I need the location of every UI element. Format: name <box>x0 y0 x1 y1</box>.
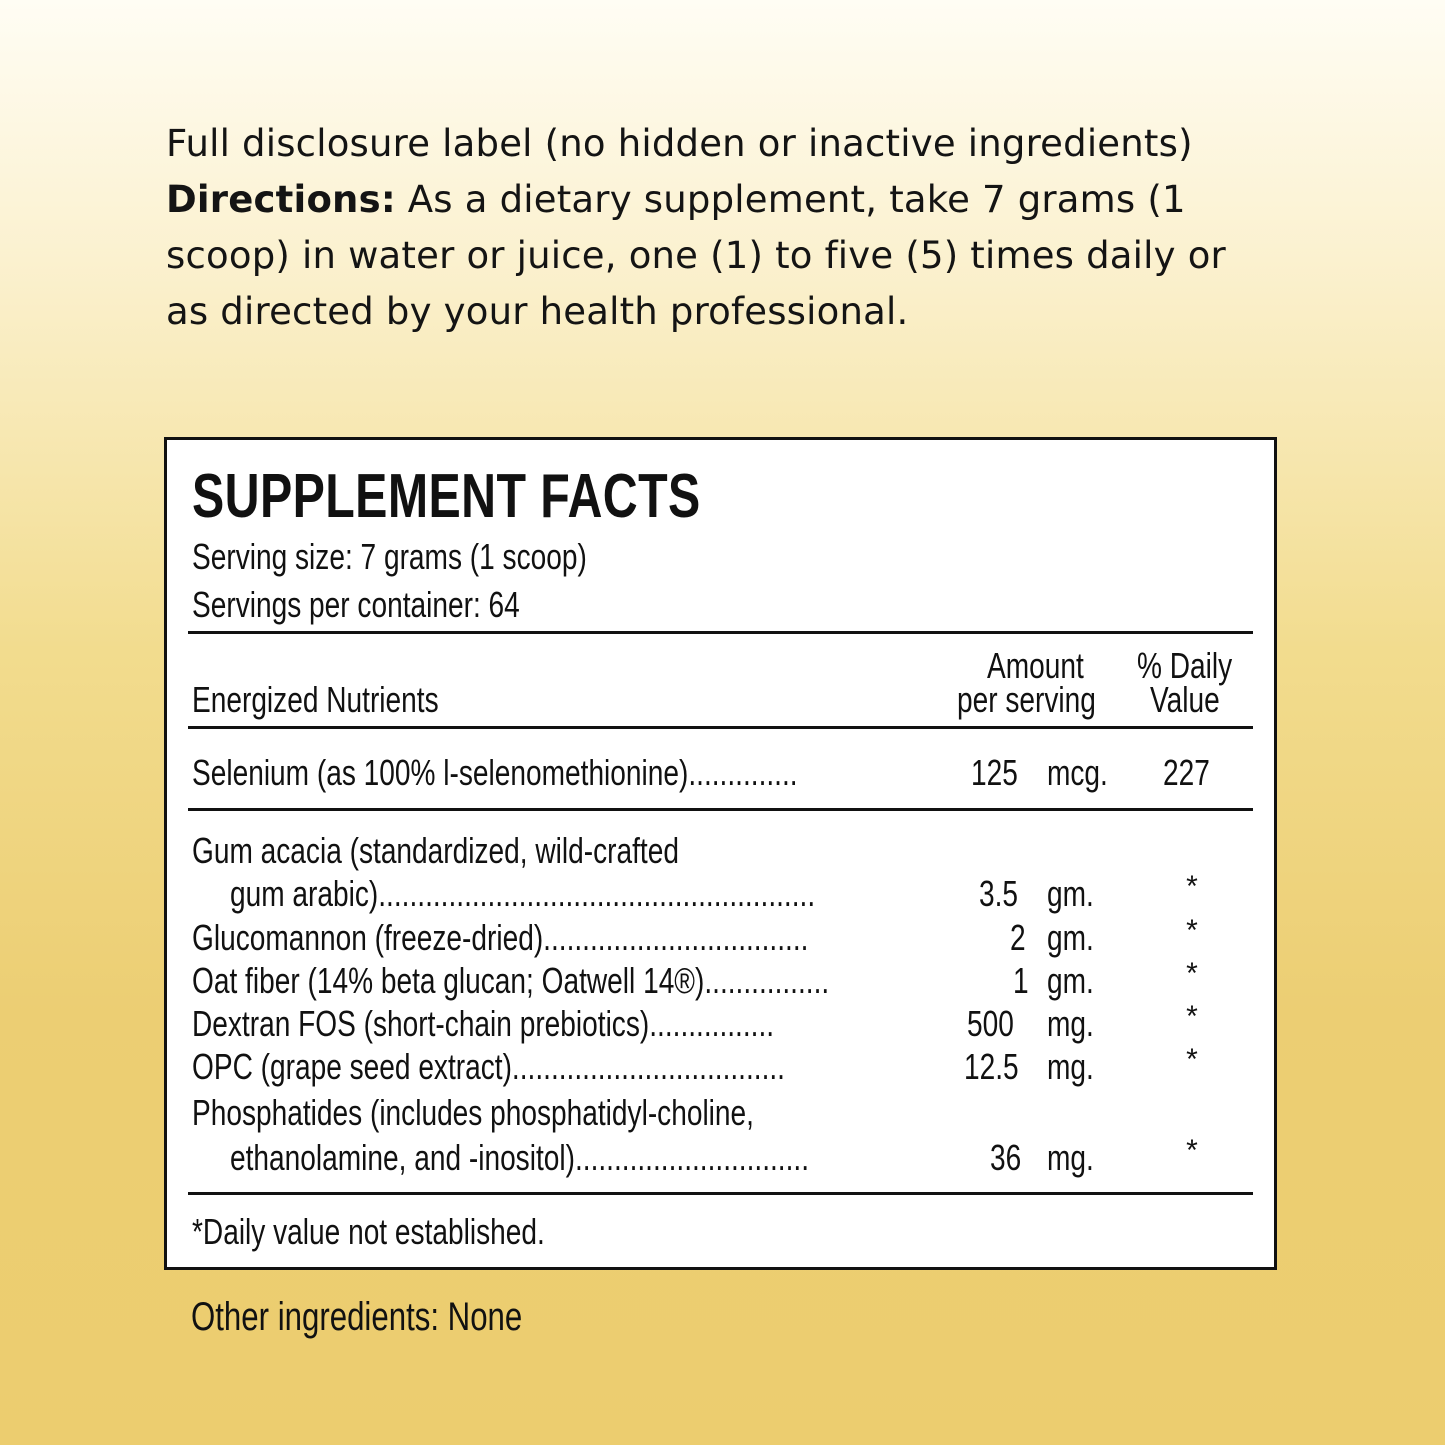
facts-title: SUPPLEMENT FACTS <box>192 462 701 531</box>
divider <box>188 631 1253 634</box>
selenium-amount: 125 <box>970 752 1018 793</box>
ingredient-amount: 12.5 <box>964 1046 1019 1087</box>
selenium-name: Selenium (as 100% l-selenomethionine).............. <box>192 752 798 793</box>
other-ingredients: Other ingredients: None <box>191 1295 523 1339</box>
divider <box>188 726 1253 729</box>
ingredient-name: Gum acacia (standardized, wild-crafted <box>192 830 679 871</box>
servings-per-container: Servings per container: 64 <box>192 584 520 625</box>
ingredient-amount: 1 <box>1013 960 1029 1001</box>
ingredient-unit: mg. <box>1047 1046 1094 1087</box>
ingredient-name-cont: ethanolamine, and -inositol).............................. <box>230 1137 810 1178</box>
ingredient-name: Phosphatides (includes phosphatidyl-choline, <box>192 1092 754 1133</box>
supplement-facts-panel <box>164 437 1277 1270</box>
serving-size: Serving size: 7 grams (1 scoop) <box>192 536 587 577</box>
ingredient-unit: gm. <box>1047 960 1094 1001</box>
ingredient-amount: 3.5 <box>979 873 1019 914</box>
directions-label: Directions: <box>166 178 396 221</box>
ingredient-amount: 500 <box>967 1003 1014 1044</box>
selenium-unit: mcg. <box>1047 752 1108 793</box>
directions-text: As a dietary supplement, take 7 grams (1 scoop) in water or juice, one (1) to five (5) times daily or as directed by your health professional. <box>166 178 1226 333</box>
intro-text <box>166 116 1266 340</box>
ingredient-dv: * <box>1186 957 1198 990</box>
divider <box>188 1192 1253 1195</box>
footnote: *Daily value not established. <box>192 1211 545 1252</box>
ingredient-dv: * <box>1186 1000 1198 1033</box>
ingredient-name: OPC (grape seed extract)................................... <box>192 1046 785 1087</box>
col-nutrients-header: Energized Nutrients <box>192 679 439 720</box>
col-amount-header-1: Amount <box>987 645 1084 686</box>
ingredient-unit: mg. <box>1047 1137 1094 1178</box>
col-amount-header-2: per serving <box>957 679 1096 720</box>
col-dv-header-2: Value <box>1150 679 1220 720</box>
directions-paragraph <box>166 172 1266 340</box>
ingredient-amount: 2 <box>1010 917 1026 958</box>
divider <box>188 808 1253 811</box>
ingredient-name-cont: gum arabic)........................................................ <box>230 873 816 914</box>
ingredient-unit: gm. <box>1047 873 1094 914</box>
ingredient-name: Glucomannon (freeze-dried).................................. <box>192 917 809 958</box>
disclosure-text: Full disclosure label (no hidden or inactive ingredients) <box>166 122 1193 165</box>
selenium-dv: 227 <box>1162 752 1210 793</box>
ingredient-unit: gm. <box>1047 917 1094 958</box>
ingredient-unit: mg. <box>1047 1003 1094 1044</box>
ingredient-dv: * <box>1186 914 1198 947</box>
ingredient-dv: * <box>1186 1134 1198 1167</box>
ingredient-dv: * <box>1186 870 1198 903</box>
ingredient-dv: * <box>1186 1043 1198 1076</box>
ingredient-name: Dextran FOS (short-chain prebiotics)................ <box>192 1003 775 1044</box>
col-dv-header-1: % Daily <box>1137 645 1233 686</box>
ingredient-name: Oat fiber (14% beta glucan; Oatwell 14®)................ <box>192 960 830 1001</box>
ingredient-amount: 36 <box>990 1137 1022 1178</box>
